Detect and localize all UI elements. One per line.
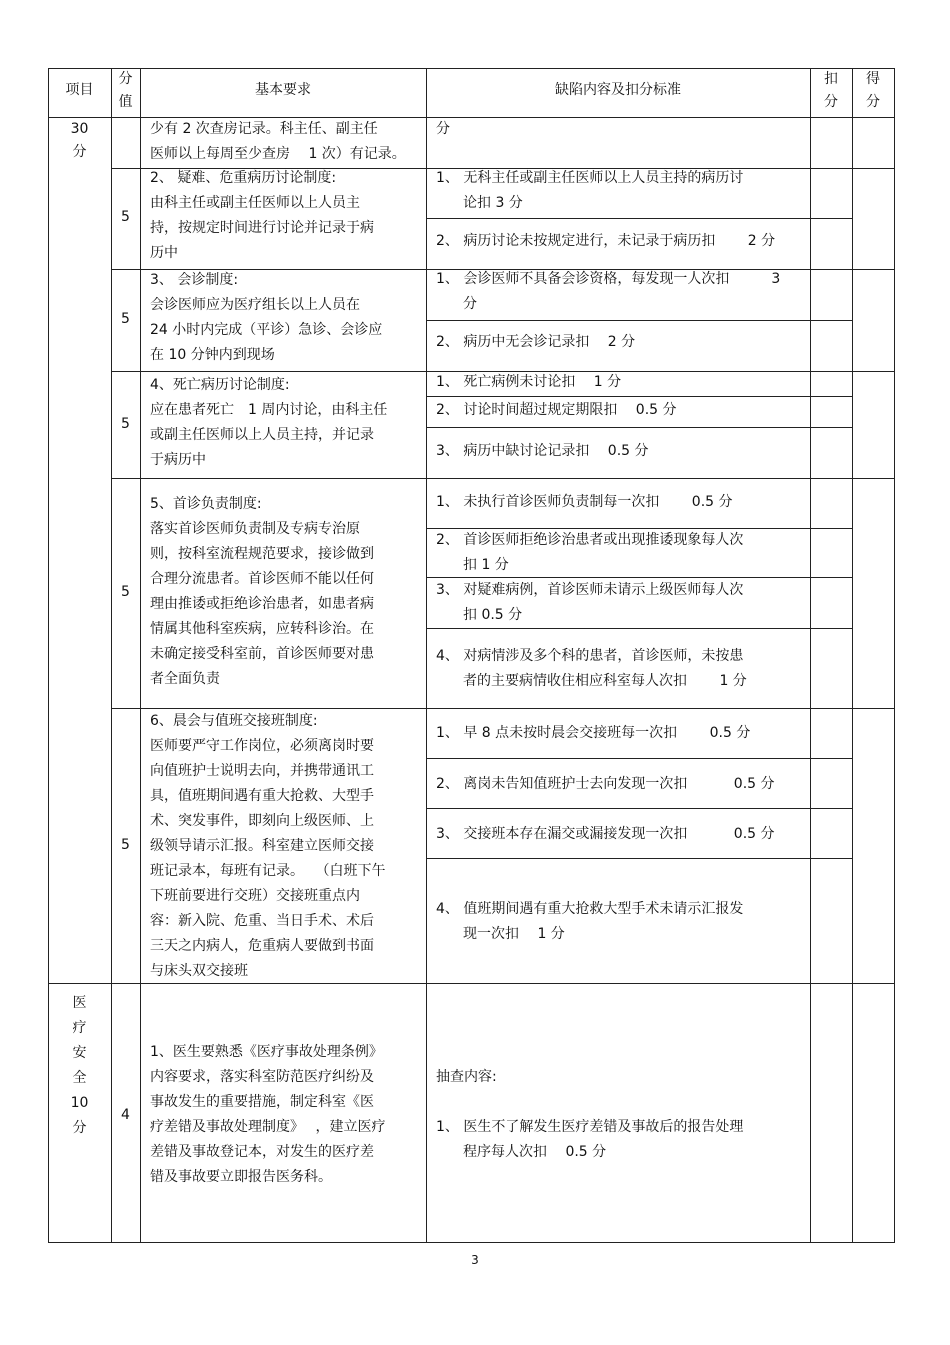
header-basic-requirements: 基本要求: [255, 82, 311, 98]
col-line: [426, 68, 427, 1243]
req-line: 合理分流患者。首诊医师不能以任何: [150, 571, 374, 587]
defect-line: 现一次扣 1 分: [463, 926, 565, 942]
req-line: 具，值班期间遇有重大抢救、大型手: [150, 788, 374, 804]
header-item: 项目: [65, 82, 94, 98]
defect-line: 者的主要病情收住相应科室每人次扣 1 分: [463, 673, 747, 689]
defect-line: 4、 值班期间遇有重大抢救大型手术未请示汇报发: [436, 901, 744, 917]
header-score-line1: 分: [118, 71, 133, 87]
defect-line: 程序每人次扣 0.5 分: [463, 1144, 607, 1160]
req-line: 于病历中: [150, 452, 206, 468]
req-line: 下班前要进行交班）交接班重点内: [150, 888, 360, 904]
row-line: [426, 396, 852, 397]
defect-line: 1、 未执行首诊医师负责制每一次扣 0.5 分: [436, 494, 733, 510]
row-line: [426, 758, 852, 759]
defect-line: 1、 死亡病例未讨论扣 1 分: [436, 374, 622, 390]
section1-item-line1: 30: [70, 121, 89, 137]
req-line: 与床头双交接班: [150, 963, 248, 979]
cont-defect: 分: [436, 121, 450, 137]
table-border-bottom: [48, 1242, 894, 1243]
table-border-top: [48, 68, 894, 69]
row-score: 5: [121, 311, 130, 327]
req-line: 3、 会诊制度:: [150, 272, 239, 288]
defect-line: 1、 医生不了解发生医疗差错及事故后的报告处理: [436, 1119, 744, 1135]
req-line: 24 小时内完成（平诊）急诊、会诊应: [150, 322, 383, 338]
req-line: 4、死亡病历讨论制度:: [150, 377, 290, 393]
defect-line: 2、 离岗未告知值班护士去向发现一次扣 0.5 分: [436, 776, 775, 792]
header-obtained-line2: 分: [866, 94, 880, 110]
req-line: 术、突发事件，即刻向上级医师、上: [150, 813, 374, 829]
row-score: 4: [121, 1107, 130, 1123]
req-line: 差错及事故登记本，对发生的医疗差: [150, 1144, 374, 1160]
row-line: [426, 320, 852, 321]
row-score: 5: [121, 209, 130, 225]
defect-line: 扣 0.5 分: [463, 607, 523, 623]
row-score: 5: [121, 584, 130, 600]
defect-line: 1、 早 8 点未按时晨会交接班每一次扣 0.5 分: [436, 725, 751, 741]
page-number: 3: [471, 1253, 479, 1267]
req-line: 或副主任医师以上人员主持，并记录: [150, 427, 374, 443]
req-line: 医师要严守工作岗位，必须离岗时要: [150, 738, 374, 754]
req-line: 未确定接受科室前，首诊医师要对患: [150, 646, 374, 662]
defect-line: 4、 对病情涉及多个科的患者，首诊医师，未按患: [436, 648, 744, 664]
defect-line: 1、 会诊医师不具备会诊资格，每发现一人次扣 3: [436, 271, 781, 287]
row-line: [426, 218, 852, 219]
section2-item-line: 分: [72, 1120, 87, 1136]
req-line: 者全面负责: [150, 671, 220, 687]
req-line: 会诊医师应为医疗组长以上人员在: [150, 297, 360, 313]
req-line: 理由推诿或拒绝诊治患者，如患者病: [150, 596, 374, 612]
section2-item-line: 安: [72, 1045, 87, 1061]
defect-line: 论扣 3 分: [463, 195, 523, 211]
req-line: 错及事故要立即报告医务科。: [150, 1169, 332, 1185]
req-line: 疗差错及事故处理制度》 ，建立医疗: [150, 1119, 386, 1135]
row-score: 5: [121, 416, 130, 432]
req-line: 落实首诊医师负责制及专病专治原: [150, 521, 360, 537]
req-line: 历中: [150, 245, 178, 261]
header-deduct-line2: 分: [824, 94, 838, 110]
row-line: [111, 478, 894, 479]
defect-line: 3、 对疑难病例，首诊医师未请示上级医师每人次: [436, 582, 744, 598]
req-line: 持，按规定时间进行讨论并记录于病: [150, 220, 374, 236]
req-line: 班记录本，每班有记录。 （白班下午: [150, 863, 386, 879]
cont-req-line1: 少有 2 次查房记录。科主任、副主任: [150, 121, 378, 137]
req-line: 1、医生要熟悉《医疗事故处理条例》: [150, 1044, 383, 1060]
section2-item-line: 全: [72, 1070, 87, 1086]
req-line: 6、晨会与值班交接班制度:: [150, 713, 318, 729]
defect-title: 抽查内容:: [436, 1069, 497, 1085]
req-line: 由科主任或副主任医师以上人员主: [150, 195, 360, 211]
row-line: [426, 628, 852, 629]
defect-line: 2、 病历讨论未按规定进行，未记录于病历扣 2 分: [436, 233, 776, 249]
header-deduct-line1: 扣: [824, 71, 838, 87]
req-line: 向值班护士说明去向，并携带通讯工: [150, 763, 374, 779]
row-line: [426, 858, 852, 859]
header-score-line2: 值: [118, 94, 133, 110]
col-line: [111, 68, 112, 1243]
req-line: 容：新入院、危重、当日手术、术后: [150, 913, 374, 929]
defect-line: 2、 病历中无会诊记录扣 2 分: [436, 334, 636, 350]
table-border-right: [894, 68, 895, 1243]
header-obtained-line1: 得: [866, 71, 880, 87]
col-line: [852, 68, 853, 1243]
row-line: [426, 427, 852, 428]
defect-line: 2、 讨论时间超过规定期限扣 0.5 分: [436, 402, 677, 418]
req-line: 情属其他科室疾病，应转科诊治。在: [150, 621, 374, 637]
section2-item-line: 疗: [72, 1020, 87, 1036]
row-score: 5: [121, 837, 130, 853]
cont-req-line2: 医师以上每周至少查房 1 次）有记录。: [150, 146, 406, 162]
col-line: [810, 68, 811, 1243]
defect-line: 3、 病历中缺讨论记录扣 0.5 分: [436, 443, 649, 459]
req-line: 在 10 分钟内到现场: [150, 347, 275, 363]
defect-line: 1、 无科主任或副主任医师以上人员主持的病历讨: [436, 170, 744, 186]
req-line: 5、首诊负责制度:: [150, 496, 262, 512]
defect-line: 3、 交接班本存在漏交或漏接发现一次扣 0.5 分: [436, 826, 775, 842]
req-line: 则，按科室流程规范要求，接诊做到: [150, 546, 374, 562]
row-line: [426, 808, 852, 809]
defect-line: 2、 首诊医师拒绝诊治患者或出现推诿现象每人次: [436, 532, 744, 548]
req-line: 三天之内病人，危重病人要做到书面: [150, 938, 374, 954]
section2-item-line: 10: [70, 1095, 89, 1111]
col-line: [140, 68, 141, 1243]
req-line: 级领导请示汇报。科室建立医师交接: [150, 838, 374, 854]
header-defect-criteria: 缺陷内容及扣分标准: [555, 82, 681, 98]
defect-line: 分: [463, 296, 477, 312]
req-line: 事故发生的重要措施，制定科室《医: [150, 1094, 374, 1110]
req-line: 应在患者死亡 1 周内讨论，由科主任: [150, 402, 388, 418]
req-line: 内容要求，落实科室防范医疗纠纷及: [150, 1069, 374, 1085]
section1-item-line2: 分: [72, 144, 87, 160]
req-line: 2、 疑难、危重病历讨论制度:: [150, 170, 337, 186]
defect-line: 扣 1 分: [463, 557, 509, 573]
section2-item-line: 医: [72, 995, 87, 1011]
